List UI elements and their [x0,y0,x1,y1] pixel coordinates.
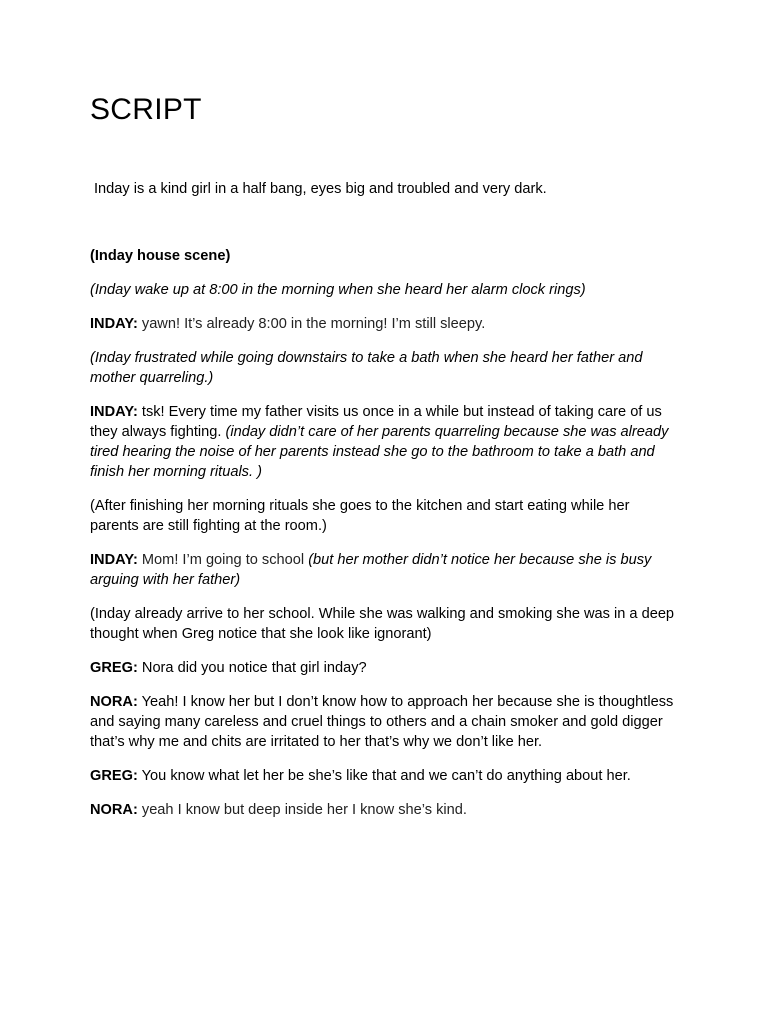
dialogue-text: yeah I know but deep inside her I know she’s kind. [137,802,467,818]
script-body [90,246,680,834]
speaker-name: GREG: [90,768,138,784]
speaker-name: INDAY: [90,552,138,568]
narration-text: (After finishing her morning rituals she goes to the kitchen and start eating while her parents are still fighting at the room.) [90,498,630,534]
character-description: Inday is a kind girl in a half bang, eyes big and troubled and very dark. [94,181,547,197]
document-title: SCRIPT [90,93,202,126]
dialogue-line [90,692,680,752]
narration [90,496,680,536]
speaker-name: INDAY: [90,316,138,332]
dialogue-line [90,766,680,786]
dialogue-text: You know what let her be she’s like that and we can’t do anything about her. [137,768,631,784]
speaker-name: INDAY: [90,404,138,420]
direction-text: (Inday frustrated while going downstairs to take a bath when she heard her father and mother quarreling.) [90,350,643,386]
stage-direction [90,348,680,388]
direction-text: (Inday wake up at 8:00 in the morning when she heard her alarm clock rings) [90,282,586,298]
dialogue-line [90,402,680,482]
dialogue-line [90,550,680,590]
dialogue-text: tsk! Every time my father visits us once in a while but instead of taking care of us they always fighting. [90,404,662,440]
dialogue-line [90,800,680,820]
dialogue-text: Nora did you notice that girl inday? [137,660,367,676]
dialogue-text: yawn! It’s already 8:00 in the morning! I’m still sleepy. [137,316,486,332]
scene-label: (Inday house scene) [90,248,231,264]
narration-text: (Inday already arrive to her school. While she was walking and smoking she was in a deep thought when Greg notice that she look like ignorant) [90,606,675,642]
direction-text: (inday didn’t care of her parents quarreling because she was already tired hearing the noise of her parents instead she go to the bathroom to take a bath and finish her morning rituals. ) [90,424,669,480]
dialogue-text: Mom! I’m going to school [137,552,309,568]
dialogue-line [90,314,680,334]
dialogue-line [90,658,680,678]
direction-text: (but her mother didn’t notice her because she is busy arguing with her father) [90,552,652,588]
dialogue-text: Yeah! I know her but I don’t know how to approach her because she is thoughtless and saying many careless and cruel things to others and a chain smoker and gold digger that’s why me and chits are irritated to her that’s why we don’t like her. [90,694,674,750]
speaker-name: NORA: [90,802,138,818]
speaker-name: NORA: [90,694,138,710]
narration [90,604,680,644]
scene-heading [90,246,680,266]
speaker-name: GREG: [90,660,138,676]
stage-direction [90,280,680,300]
